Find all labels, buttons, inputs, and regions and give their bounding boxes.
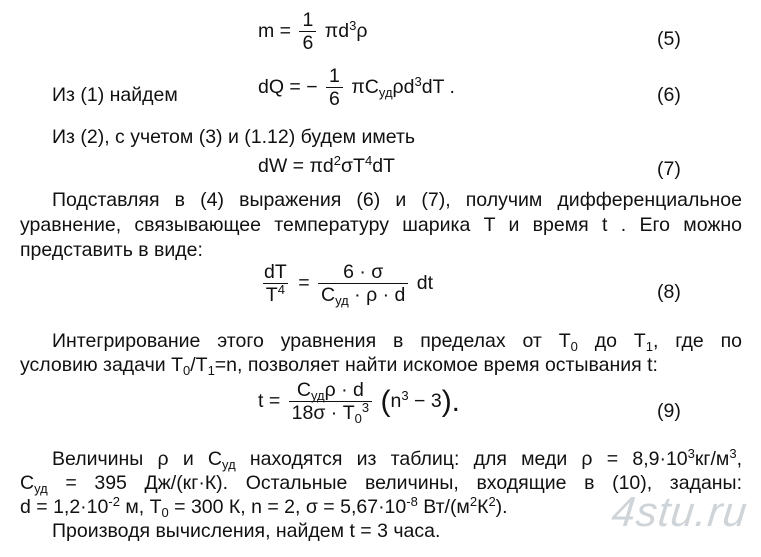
paragraph-11-line: Производя вычисления, найдем t = 3 часа. (52, 520, 441, 542)
paragraph-line-7: Из (2), с учетом (3) и (1.12) будем иметь (52, 126, 416, 148)
paragraph-10-line-1: Величины ρ и $C_{уд}$ находятся из таблиц: для меди $\rho = 8,9\cdot 10^3кг/м^3$, (52, 446, 742, 472)
paragraph-9-line-1: Интегрирование этого уравнения в пределах от $T_0$ до $T_1$, где по (52, 330, 742, 354)
paragraph-8-line-3: представить в виде: (20, 239, 203, 261)
paragraph-10-line-3: $d = 1,2\cdot 10^{-2}$ м, $T_0 = 300$ К, n = 2, $\sigma = 5,67\cdot 10^{-8}$ $Вт/(м^2К^2)$. (20, 494, 508, 520)
equation-number-7: (7) (657, 158, 681, 180)
watermark: 4stu.ru (609, 488, 750, 535)
equation-6: dQ = − $\frac{1}{6}$ $\pi C_{уд}\rho d^3dT$ . (258, 65, 455, 111)
paragraph-8-line-1: Подставляя в (4) выражения (6) и (7), получим дифференциальное (52, 189, 742, 211)
equation-8: $\frac{dT}{T^4}$ = $\frac{6 \cdot \sigma}{C_{уд} \cdot \rho \cdot d}$ dt (264, 261, 434, 309)
equation-5: m = $\frac{1}{6}$ $\pi d^3\rho$ (258, 9, 368, 55)
paragraph-9-line-2: условию задачи $T_0/T_1=n$, позволяет найти искомое время остывания t: (20, 354, 658, 378)
equation-7: dW = $\pi d^2\sigma T^4dT$ (258, 153, 395, 177)
equation-number-8: (8) (657, 281, 681, 303)
equation-9: t = $\frac{C_{уд}\rho \cdot d}{18\sigma \cdot T_0^3}$ $(n^3 - 3)$. (258, 379, 461, 427)
equation-number-5: (5) (657, 28, 681, 50)
paragraph-10-line-2: $C_{уд} = 395$ Дж/(кг·К). Остальные величины, входящие в (10), заданы: (20, 472, 742, 496)
equation-number-6: (6) (657, 84, 681, 106)
paragraph-label-6: Из (1) найдем (52, 84, 178, 106)
paragraph-8-line-2: уравнение, связывающее температуру шарика T и время t . Его можно (20, 214, 742, 236)
equation-number-9: (9) (657, 400, 681, 422)
